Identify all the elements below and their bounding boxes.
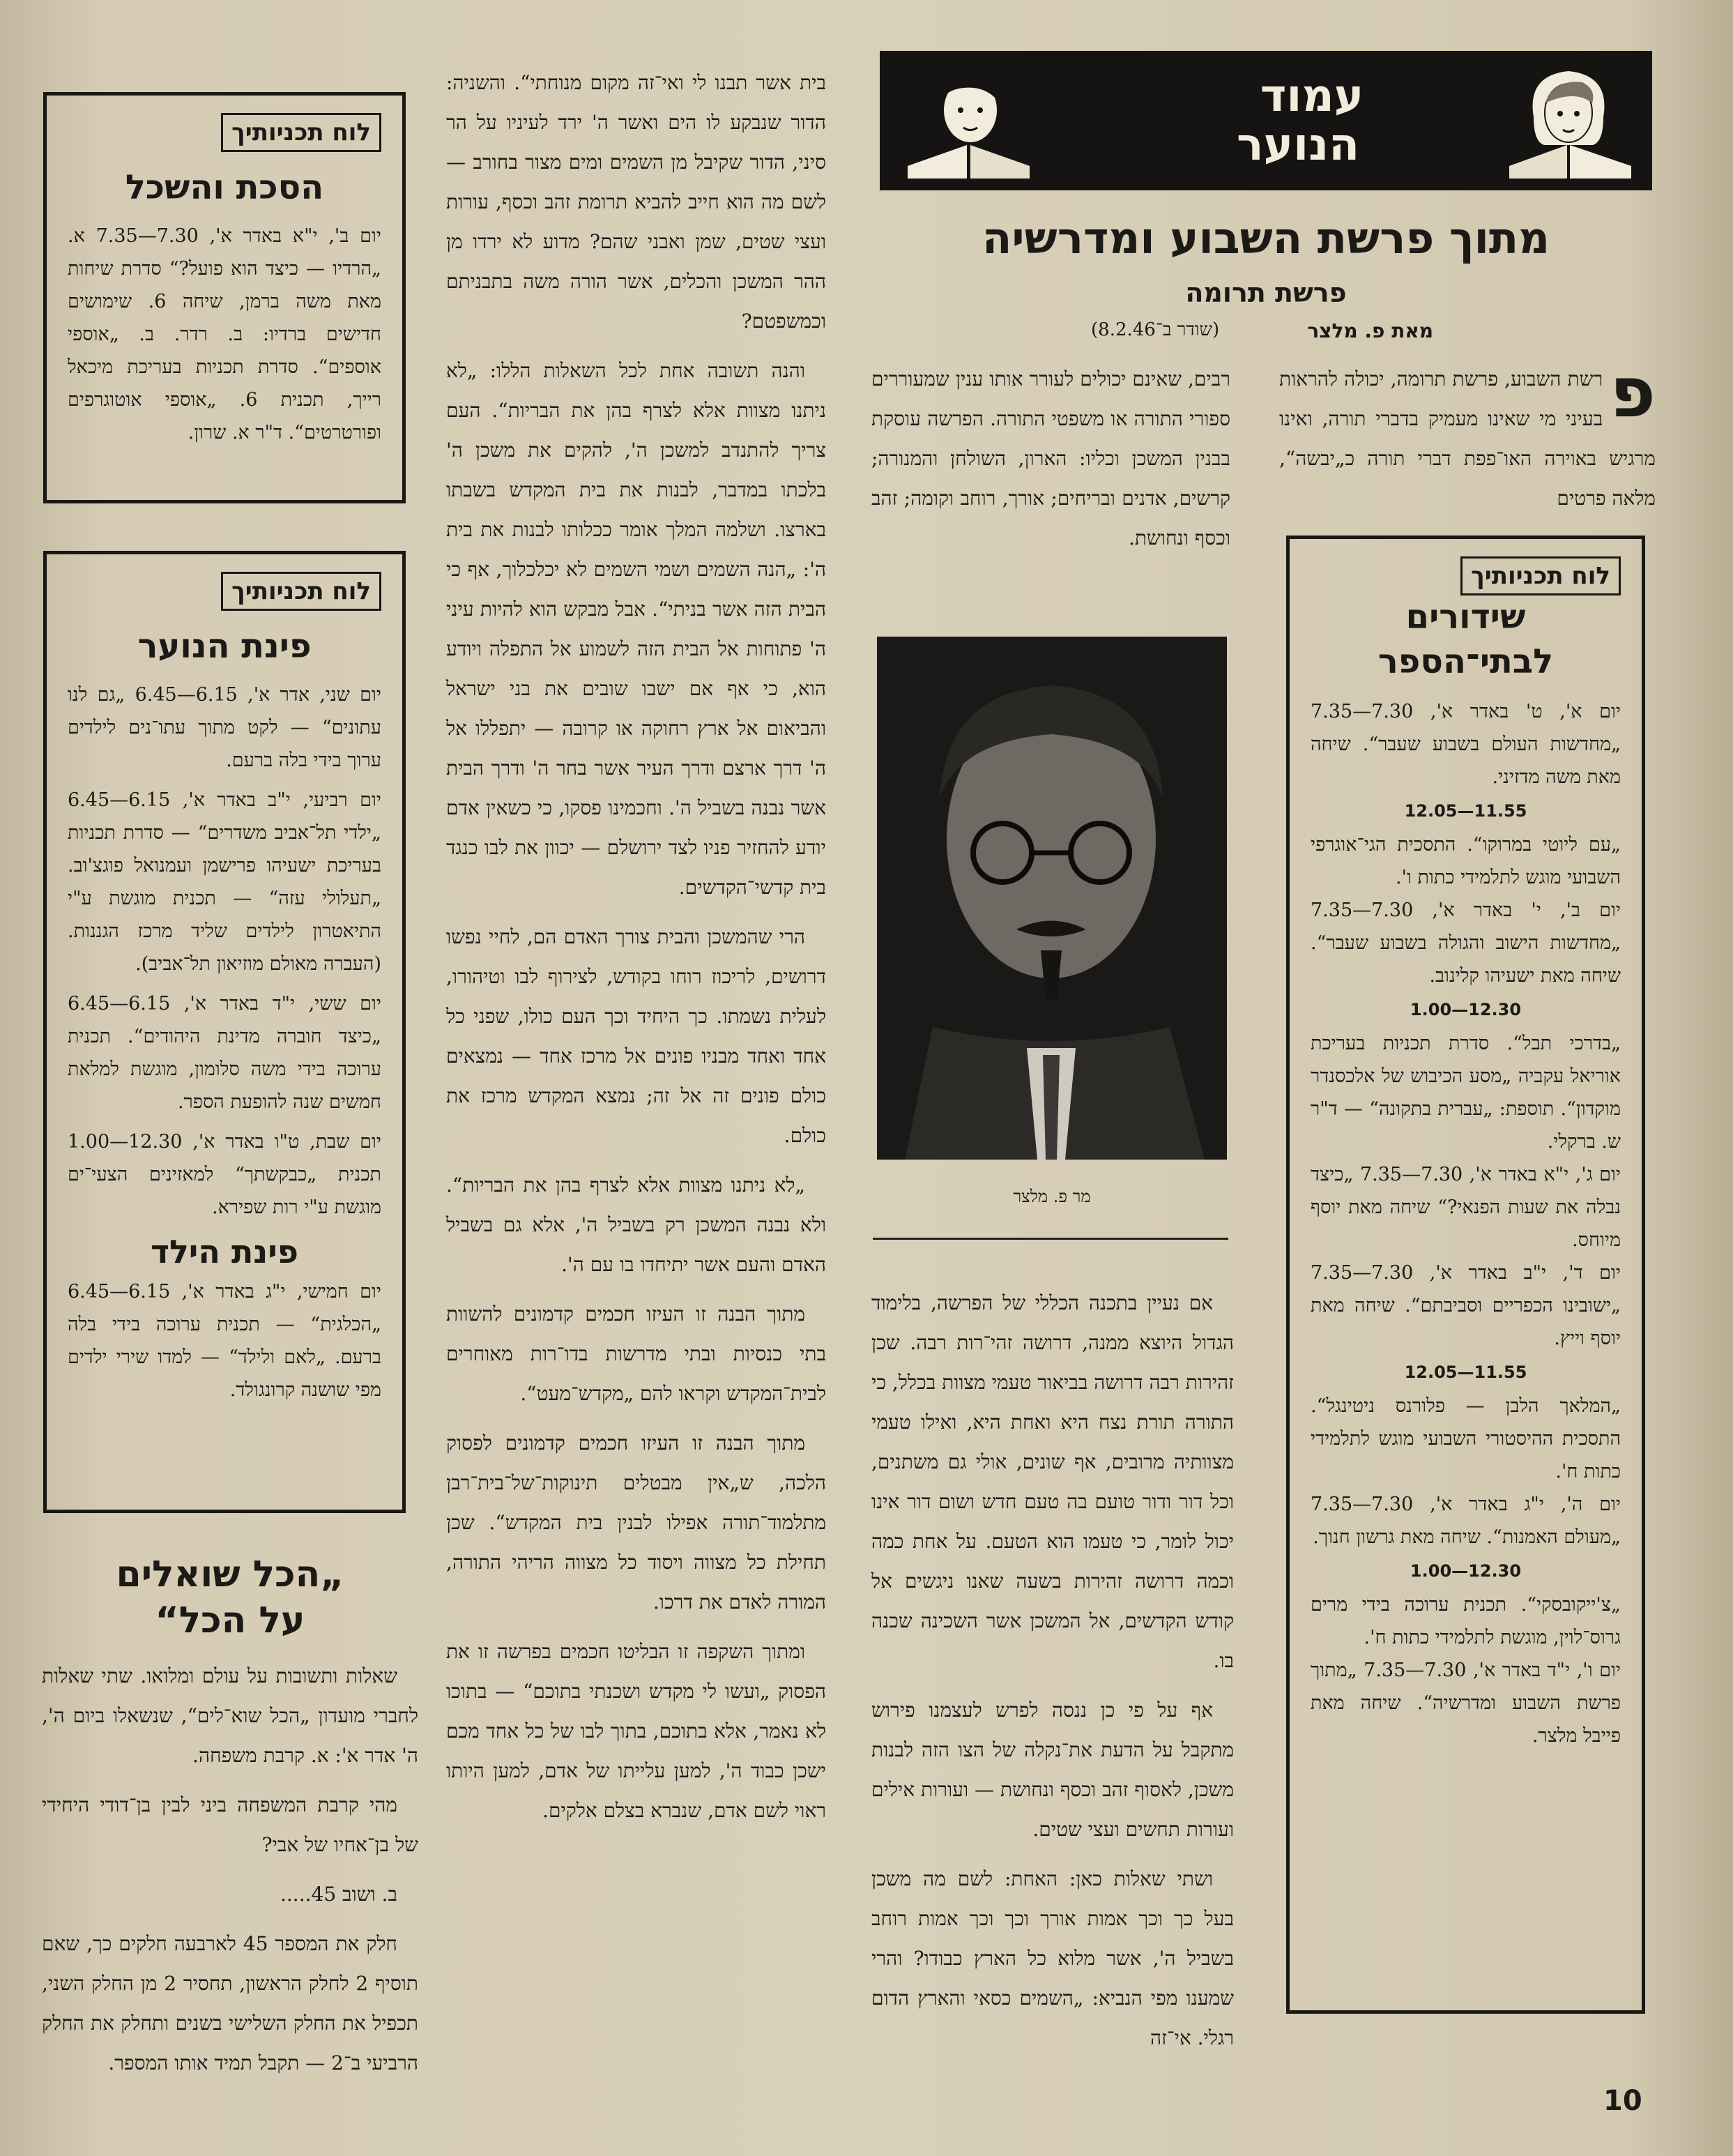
article-subhead: פרשת תרומה bbox=[1185, 278, 1347, 308]
schedule-entry: יום ב', י"א באדר א', 7.30—7.35 א. „הרדיו — כיצד הוא פועל?“ סדרת שיחות מאת משה ברמן, שיחה 6. שימושים חדישים ברדיו: ב. רדר. ב. „אוספי אוספים“. סדרת תכניות בעריכת מיכאל רייך, תכנית 6. „אוספי אוטוגרפים ופורטרטים“. ד"ר א. שרון. bbox=[68, 225, 381, 443]
schedule-time: 11.55—12.05 bbox=[1404, 1362, 1527, 1382]
youth-page-masthead bbox=[880, 51, 1652, 190]
paragraph: שאלות ותשובות על עולם ומלואו. שתי שאלות לחברי מועדון „הכל שוא־לים“, שנשאלו ביום ה', ה' אדר א': א. קרבת משפחה. bbox=[42, 1664, 418, 1767]
qa-title-line2: על הכל“ bbox=[155, 1600, 305, 1641]
paragraph: „לא ניתנו מצוות אלא לצרף בהן את הבריות“. ולא נבנה המשכן רק בשביל ה', אלא גם בשביל האדם והעם אשר יתיחדו בו עם ה'. bbox=[446, 1174, 826, 1276]
broadcast-date: (שודר ב־8.2.46) bbox=[1091, 319, 1220, 340]
schedule-tag: לוח תכניותיך bbox=[1460, 556, 1621, 595]
column2-top-text: רבים, שאינם יכולים לעורר אותו ענין שמעוררים ספורי התורה או משפטי התורה. הפרשה עוסקת בבנין המשכן וכליו: הארון, השולחן והמנורה; קרשים, אדנים ובריחים; אורך, רוחב וקומה; זהב וכסף ונחושת. bbox=[871, 367, 1230, 549]
column2-bottom-text bbox=[871, 1283, 1234, 2067]
schedule-entry: „בדרכי תבל“. סדרת תכניות בעריכת אוריאל עקביה „מסע הכיבוש של אלכסנדר מוקדון“. תוספת: „עברית בתקונה“ — ד"ר ש. ברקלי. bbox=[1311, 1033, 1621, 1153]
schedule-entry: יום א', ט' באדר א', 7.30—7.35 „מחדשות העולם בשבוע שעבר“. שיחה מאת משה מדזיני. bbox=[1311, 701, 1621, 788]
paragraph: ומתוך השקפה זו הבליטו חכמים בפרשה זו את הפסוק „ועשו לי מקדש ושכנתי בתוכם“ — בתוכו לא נאמר, אלא בתוכם, בתוך לבו של כל אחד מכם ישכן כבוד ה', למען עלייתו של אדם, למען היותו ראוי לשם אדם, שנברא בצלם אלקים. bbox=[446, 1640, 826, 1822]
schedule-entry: יום רביעי, י"ב באדר א', 6.15—6.45 „ילדי תל־אביב משדרים“ — סדרת תכניות בעריכת ישעיהו פרישמן ועמנואל פוגצ'וב. „תעלולי עזה“ — תכנית מוגשת ע"י התיאטרון לילדים שליד מרכז הגננות. (העברה מאולם מוזיאון תל־אביב). bbox=[68, 789, 381, 975]
schedule-entry: יום שני, אדר א', 6.15—6.45 „גם לנו עתונים“ — לקט מתוך עתו־נים לילדים ערוך בידי בלה ברעם. bbox=[68, 684, 381, 771]
author-portrait bbox=[877, 637, 1227, 1160]
intro-text: רשת השבוע, פרשת תרומה, יכולה להראות בעיני מי שאינו מעמיק בדברי תורה, ואינו מרגיש באוירה האו־פפת דברי תורה כ„יבשה“, מלאה פרטים bbox=[1279, 367, 1656, 510]
child-corner-title: פינת הילד bbox=[150, 1233, 299, 1270]
photo-caption: מר פ. מלצר bbox=[1013, 1187, 1091, 1206]
paragraph: מתוך הבנה זו העיזו חכמים קדמונים לפסוק הלכה, ש„אין מבטלים תינוקות־של־בית־רבן מתלמוד־תורה אפילו לבנין בית המקדש“. שכן תחילת כל מצווה ויסוד כל מצווה הריהי התורה, המורה לאדם את דרכו. bbox=[446, 1432, 826, 1614]
schedule-time: 12.30—1.00 bbox=[1410, 1000, 1522, 1019]
schedule-entry: יום שבת, ט"ו באדר א', 12.30—1.00 תכנית „כבקשתך“ למאזינים הצעי־ים מוגשת ע"י רות שפירא. bbox=[68, 1131, 381, 1218]
sukkah-title: הסכת והשכל bbox=[125, 168, 324, 207]
schedule-entry: „עם ליוטי במרוקו“. התסכית הגי־אוגרפי השבועי מוגש לתלמידי כתות ו'. bbox=[1311, 834, 1621, 888]
masthead-line1: עמוד bbox=[1260, 70, 1364, 122]
schedule-entry: יום חמישי, י"ג באדר א', 6.15—6.45 „הכלגית“ — תכנית ערוכה בידי בלה ברעם. „לאם ולילד“ — למדו שירי ילדים מפי שושנה קרונגולד. bbox=[68, 1281, 381, 1401]
schedule-entry: יום ה', י"ג באדר א', 7.30—7.35 „מעולם האמנות“. שיחה מאת גרשון חנוך. bbox=[1311, 1494, 1621, 1548]
qa-title bbox=[42, 1551, 418, 1643]
boy-reading-illustration bbox=[901, 61, 1040, 183]
paragraph: מהי קרבת המשפחה ביני לבין בן־דודי היחידי של בן־אחיו של אבי? bbox=[42, 1793, 418, 1856]
qa-title-line1: „הכל שואלים bbox=[116, 1554, 344, 1595]
qa-text bbox=[42, 1656, 418, 2093]
article-headline: מתוך פרשת השבוע ומדרשיה bbox=[982, 213, 1550, 264]
girl-reading-illustration bbox=[1499, 61, 1638, 183]
schedule-time: 11.55—12.05 bbox=[1404, 801, 1527, 821]
paragraph: ב. ושוב 45..... bbox=[280, 1883, 397, 1906]
paragraph: הרי שהמשכן והבית צורך האדם הם, לחיי נפשו דרושים, לריכוז רוחו בקודש, לצירוף לבו וטיהורו, לעלית נשמתו. כך היחיד וכך העם כולו, שפני כל אחד ואחד מבניו פונים אל מרכז אחד — נמצאים כולם פונים זה אל זה; נמצא המקדש מרכז את כולם. bbox=[446, 925, 826, 1147]
masthead-line2: הנוער bbox=[1236, 119, 1360, 171]
schools-title-line1: שידורים bbox=[1405, 598, 1526, 637]
schedule-entry: יום ב', י' באדר א', 7.30—7.35 „מחדשות הישוב והגולה בשבוע שעבר“. שיחה מאת ישעיהו קלינוב. bbox=[1311, 899, 1621, 987]
paragraph: והנה תשובה אחת לכל השאלות הללו: „לא ניתנו מצוות אלא לצרף בהן את הבריות“. העם צריך להתנדב למשכן ה', להקים את משכן ה' בלכתו במדבר, לבנות את בית המקדש בשבתו בארצו. ושלמה המלך אומר ככלותו לבנות את בית ה': „הנה השמים ושמי השמים לא יכלכלוך, אף כי הבית הזה אשר בניתי“. אבל מבקש הוא להיות עיני ה' פתוחות אל הבית הזה לשמוע אל התפלה ויודע הוא, כי אף אם ישבו שובים את בני ישראל והביאום אל ארץ רחוקה או קרובה — יתפללו אל ה' דרך ארצם ודרך העיר אשר בחר ה' ודרך הבית אשר נבנה בשביל ה'. וחכמינו פסקו, כי כשאין אדם יודע להחזיר פניו לצד ירושלם — יכוון את לבו כנגד בית קדשי־הקדשים. bbox=[446, 359, 826, 899]
paragraph: אם נעיין בתכנה הכללי של הפרשה, בלימוד הגדול היוצא ממנה, דרושה זהי־רות רבה. שכן זהירות רבה דרושה בביאור טעמי מצוות בכלל, כי התורה תורת נצח היא ואחת היא, ואילו טעמי מצוותיה מרובים, אף שונים, אולי גם משתנים, וכל דור ודור טועם בה טעם חדש ושום דור אינו יכול לומר, כי טעמו הוא הטעם. על אחת כמה וכמה דרושה זהירות בשעה שאנו ניגשים אל קודש הקדשים, אל המשכן אשר השכינה שכנה בו. bbox=[871, 1291, 1234, 1672]
schedule-entry: יום ד', י"ב באדר א', 7.30—7.35 „ישובינו הכפריים וסביבתם“. שיחה מאת יוסף וייץ. bbox=[1311, 1262, 1621, 1349]
article-byline: מאת פ. מלצר bbox=[1307, 319, 1433, 342]
schedule-entry: „צ'ייקובסקי“. תכנית ערוכה בידי מרים גרוס־לוין, מוגשת לתלמידי כתות ח'. bbox=[1311, 1594, 1621, 1648]
column3-text bbox=[446, 63, 826, 1840]
paragraph: אף על פי כן ננסה לפרש לעצמנו פירוש מתקבל על הדעת את־נקלה של הצו הזה לבנות משכן, לאסוף זהב וכסף ונחושת — ועורות אילים ועורות תחשים ועצי שטים. bbox=[871, 1699, 1234, 1841]
schedule-tag: לוח תכניותיך bbox=[221, 572, 381, 611]
drop-cap: פ bbox=[1610, 351, 1656, 433]
article-intro bbox=[1279, 351, 1656, 518]
youth-corner-title: פינת הנוער bbox=[137, 627, 312, 666]
schools-schedule-box bbox=[1286, 536, 1645, 2014]
paragraph: מתוך הבנה זו העיזו חכמים קדמונים להשוות בתי כנסיות ובתי מדרשות בדו־רות מאוחרים לבית־המקדש וקראו להם „מקדש־מעט“. bbox=[446, 1303, 826, 1405]
paragraph: בית אשר תבנו לי ואי־זה מקום מנוחתי“. והשניה: הדור שנבקע לו הים ואשר ה' ירד לעיניו על הר סיני, הדור שקיבל מן השמים ומים מצור בחורב — לשם מה הוא חייב להביא תרומת זהב וכסף, עורות ועצי שטים, שמן ואבני שהם? מדוע לא ירדו מן ההר המשכן והכלים, אשר הורה משה בתבניתם וכמשפטם? bbox=[446, 71, 826, 333]
column-divider bbox=[873, 1238, 1228, 1240]
sukkah-schedule-box bbox=[43, 92, 406, 503]
page-number: 10 bbox=[1603, 2085, 1642, 2117]
youth-schedule-box bbox=[43, 551, 406, 1513]
schedule-entry: יום ו', י"ד באדר א', 7.30—7.35 „מתוך פרשת השבוע ומדרשיה“. שיחה מאת פייבל מלצר. bbox=[1311, 1660, 1621, 1747]
paragraph: ושתי שאלות כאן: האחת: לשם מה משכן בעל כך וכך אמות אורך וכך וכך אמות רוחב בשביל ה', אשר מלוא כל הארץ כבודו? והרי שמענו מפי הנביא: „השמים כסאי והארץ הדום רגלי. אי־זה bbox=[871, 1867, 1234, 2049]
schools-title-line2: לבתי־הספר bbox=[1377, 642, 1554, 681]
schedule-time: 12.30—1.00 bbox=[1410, 1561, 1522, 1581]
schedule-entry: „המלאך הלבן — פלורנס ניטינגל“. התסכית ההיסטורי השבועי מוגש לתלמידי כתות ח'. bbox=[1311, 1395, 1621, 1482]
paragraph: חלק את המספר 45 לארבעה חלקים כך, שאם תוסיף 2 לחלק הראשון, תחסיר 2 מן החלק השני, תכפיל את החלק השלישי בשנים ותחלק את החלק הרביעי ב־2 — תקבל תמיד אותו המספר. bbox=[42, 1932, 418, 2074]
schedule-entry: יום ג', י"א באדר א', 7.30—7.35 „כיצד נבלה את שעות הפנאי?“ שיחה מאת יוסף מיוחס. bbox=[1311, 1164, 1621, 1251]
schedule-entry: יום ששי, י"ד באדר א', 6.15—6.45 „כיצד חוברה מדינת היהודים“. תכנית ערוכה בידי משה סלומון, מוגשת למלאת חמשים שנה להופעת הספר. bbox=[68, 993, 381, 1113]
schedule-tag: לוח תכניותיך bbox=[221, 113, 381, 152]
